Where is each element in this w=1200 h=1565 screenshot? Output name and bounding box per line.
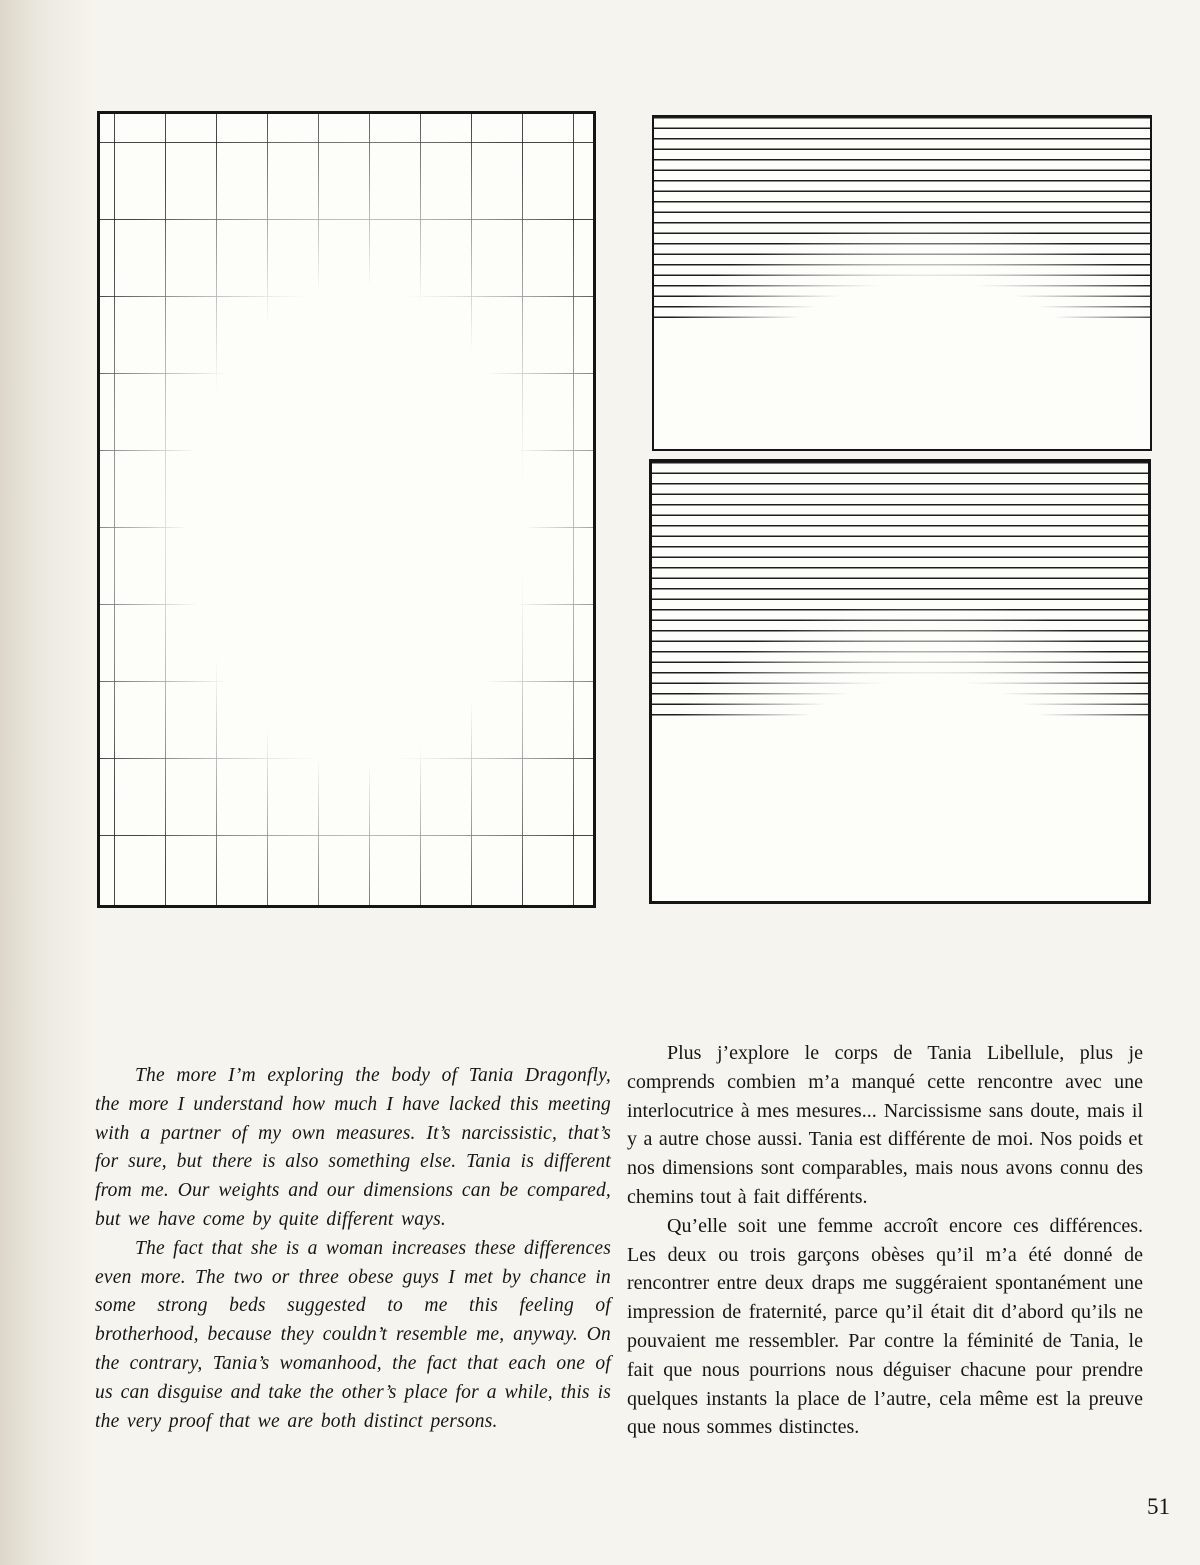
- comic-panel-bottom-right: [649, 459, 1151, 904]
- illustration-area: [100, 114, 593, 905]
- english-text-column: [95, 1062, 611, 1436]
- french-text-column: [627, 1039, 1143, 1442]
- illustration-area: [654, 117, 1150, 366]
- page-gutter-shadow: [0, 0, 95, 1565]
- french-paragraph-2: Qu’elle soit une femme accroît encore ces différences. Les deux ou trois garçons obèses qu’il m’a été donné de rencontrer entre deux draps me suggéraient spontanément une impression de fraternité, parce qu’il était dit d’abord qu’ils ne pouvaient me ressembler. Par contre la féminité de Tania, le fait que nous pourrions nous déguiser chacune pour prendre quelques instants la place de l’autre, cela même est la preuve que nous sommes distinctes.: [627, 1214, 1143, 1439]
- french-paragraph-1: Plus j’explore le corps de Tania Libellule, plus je comprends combien m’a manqué cette rencontre avec une interlocutrice à mes mesures... Narcissisme sans doute, mais il y a autre chose aussi. Tania est différente de moi. Nos poids et nos dimensions sont comparables, mais nous avons connu des chemins tout à fait différents.: [627, 1042, 1143, 1208]
- english-paragraph-2: The fact that she is a woman increases these differences even more. The two or three obese guys I met by chance in some strong beds suggested to me this feeling of brotherhood, because they couldn’t resemble me, anyway. On the contrary, Tania’s womanhood, the fact that each one of us can disguise and take the other’s place for a while, this is the very proof that we are both distinct persons.: [95, 1237, 611, 1432]
- english-paragraph-1: The more I’m exploring the body of Tania Dragonfly, the more I understand how much I have lacked this meeting with a partner of my own measures. It’s narcissistic, that’s for sure, but there is also something else. Tania is different from me. Our weights and our dimensions can be compared, but we have come by quite different ways.: [95, 1065, 611, 1230]
- illustration-area: [652, 462, 1148, 791]
- comic-panel-left: [97, 111, 596, 908]
- page-number: 51: [1147, 1494, 1170, 1519]
- comic-panel-top-right: [652, 115, 1152, 451]
